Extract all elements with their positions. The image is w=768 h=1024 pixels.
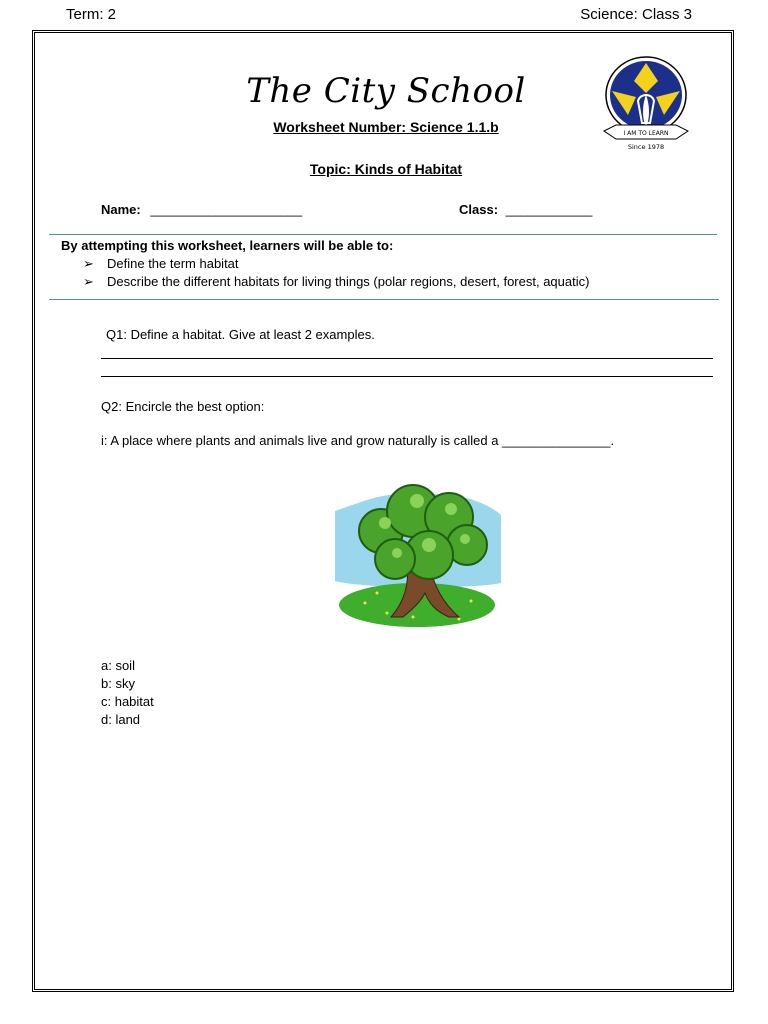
class-label: Class: [459, 202, 499, 217]
list-item[interactable]: d: land [101, 712, 141, 727]
school-crest-icon [598, 53, 694, 157]
name-label: Name: [101, 202, 141, 217]
divider-bottom [49, 299, 719, 300]
crest-motto: I AM TO LEARN [623, 130, 669, 137]
name-field[interactable] [101, 202, 302, 217]
worksheet-topic: Topic: Kinds of Habitat [309, 161, 463, 177]
school-name: The City School [246, 71, 526, 111]
list-item[interactable]: a: soil [101, 658, 135, 673]
answer-line-2[interactable] [101, 376, 713, 377]
arrowhead-bullet-icon: ➢ [83, 274, 94, 289]
term-label: Term: 2 [66, 6, 117, 23]
arrowhead-bullet-icon: ➢ [83, 256, 94, 271]
list-item[interactable]: b: sky [101, 676, 135, 691]
list-item[interactable]: c: habitat [101, 694, 154, 709]
list-item: ➢ Define the term habitat [83, 256, 239, 271]
name-line: _____________________ [150, 202, 303, 217]
tree-illustration-icon [325, 471, 505, 633]
crest-since: Since 1978 [627, 143, 665, 151]
list-item: ➢ Describe the different habitats for living things (polar regions, desert, forest, aquatic) [83, 274, 590, 289]
class-line: ____________ [505, 202, 593, 217]
objectives-title: By attempting this worksheet, learners will be able to: [61, 238, 394, 253]
question-1: Q1: Define a habitat. Give at least 2 examples. [106, 327, 375, 342]
subject-label: Science: Class 3 [580, 6, 692, 23]
answer-line-1[interactable] [101, 358, 713, 359]
question-2: Q2: Encircle the best option: [101, 399, 265, 414]
worksheet-number: Worksheet Number: Science 1.1.b [273, 119, 499, 135]
class-field[interactable] [459, 202, 592, 217]
answer-options [101, 657, 154, 729]
worksheet-frame [32, 30, 734, 992]
objectives-list [83, 255, 589, 291]
question-2-part-i: i: A place where plants and animals live and grow naturally is called a _______________. [101, 433, 615, 448]
divider-top [49, 234, 717, 235]
